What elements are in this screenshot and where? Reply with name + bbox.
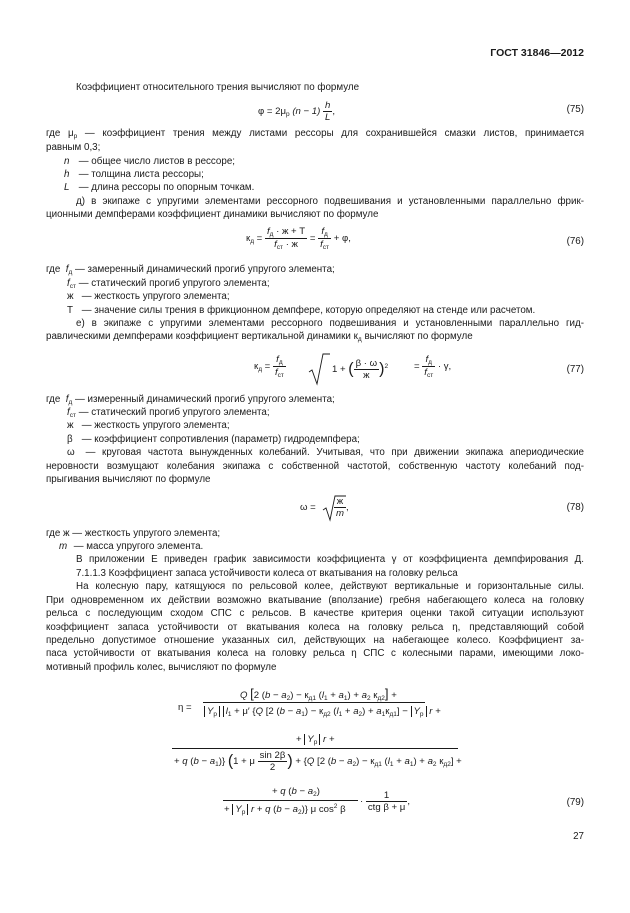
equation-79-denominator-2: + q $(b - a_1)$} (1 + μ $\frac{\sin 2\beta}{2}$ ) + {Q [2 $(b - a_2) - к_{д1}$ $(l_1 + a_1) + a_2$ $к_{д2}$] + <box>174 750 462 773</box>
definition-line: ж — жесткость упругого элемента; <box>67 420 230 431</box>
text-line: В приложении Е приведен график зависимости коэффициента γ от коэффициента демпфирования Д. <box>76 554 584 565</box>
text-line: ционными демпферами коэффициент динамики вычисляют по формуле <box>46 209 379 220</box>
definition-line: ω — круговая частота вынужденных колебаний. Учитывая, что при движении экипажа апериодические <box>67 447 584 458</box>
equation-79-numerator-1: Q [2 $(b - a_2) - к_{д1}$ $(l_1 + a_1) + a_2$ $к_{д2}$] + <box>240 686 397 702</box>
sqrt-sign <box>308 352 330 386</box>
page-number: 27 <box>573 831 584 842</box>
text-line: неровности возмущают колебания экипажа с собственной частотой, собственную частоту колебаний под- <box>46 461 584 472</box>
equation-77: $к_д$ = $\frac{f_д}{f_{ст}}$ <box>254 354 284 379</box>
equation-75: $\varphi = 2\mu_р$ (n − 1) $\frac{h}{L}$ , <box>258 100 336 123</box>
sqrt-content: $\frac{ж}{m}$ , <box>336 496 349 519</box>
fraction-bar <box>203 702 425 703</box>
equation-79-denominator-1: $Y_р$ $l_1 + \mu'$ {Q [2 $(b - a_1) - к_{д2}$ $(l_1 + a_2) + a_1к_{д1}] - Y_р$ r + <box>204 706 441 718</box>
text-line: На колесную пару, катящуюся по рельсовой колее, действуют вертикальные и горизонтальные силы. <box>76 581 584 592</box>
section-heading: 7.1.1.3 Коэффициент запаса устойчивости колеса от вкатывания на головку рельса <box>76 568 458 579</box>
text-line: При одновременном их действии возможно вкатывание (вползание) гребня набегающего колеса на головку <box>46 595 584 606</box>
definition-line: m — масса упругого элемента. <box>59 541 204 552</box>
fraction-bar <box>172 748 458 749</box>
definition-line: $f_{ст}$ — статический прогиб упругого элемента; <box>67 407 270 419</box>
equation-number: (76) <box>566 236 584 247</box>
text-line: е) в экипаже с упругими элементами рессорного подвешивания и установленными параллельно гид- <box>76 318 584 329</box>
definition-line: h — толщина листа рессоры; <box>64 169 204 180</box>
text-line: где $\mu_р$ — коэффициент трения между листами рессоры для сохранившейся смазки листов, принимается <box>46 128 584 140</box>
definition-line: где $f_д$ — замеренный динамический прогиб упругого элемента; <box>46 264 335 276</box>
definition-line: Т — значение силы трения в фрикционном демпфере, которую определяют на стенде или расчетом. <box>67 305 536 316</box>
definition-line: L — длина рессоры по опорным точкам. <box>64 182 255 193</box>
text-line: равным 0,3; <box>46 142 101 153</box>
definition-line: n — общее число листов в рессоре; <box>64 156 235 167</box>
equation-76: $к_д$ = $\frac{f_д \cdot ж + Т}{f_{ст} \cdot ж}$ = $\frac{f_д}{f_{ст}}$ + φ, <box>246 226 351 251</box>
equation-79-factor: · $\frac{1}{\text{ctg β + μ}}$ , <box>360 790 410 813</box>
text-line: рельса с последующим сходом СПС с рельсов. В качестве критерия оценки такой ситуации используют <box>46 608 584 619</box>
equation-78: ω = <box>300 502 316 513</box>
text-line: коэффициент запаса устойчивости от вкатывания колеса на головку рельса η, представляющий собой <box>46 622 584 633</box>
equation-number: (79) <box>566 797 584 808</box>
sqrt-content: 1 + ( $\frac{\beta \cdot \omega}{ж}$ )$^2$ <box>332 358 389 381</box>
text-line: прыгивания вычисляют по формуле <box>46 474 211 485</box>
equation-79-numerator-3: + q $(b - a_2)$ <box>272 786 320 798</box>
text-line: паса устойчивости от вкатывания колеса на головку рельса η СПС с колесными парами, имеющими локо- <box>46 648 584 659</box>
text-line: мотивный профиль колес, вычисляют по формуле <box>46 662 277 673</box>
definition-line: где $f_д$ — измеренный динамический прогиб упругого элемента; <box>46 394 335 406</box>
text-line: Коэффициент относительного трения вычисляют по формуле <box>76 82 360 93</box>
equation-number: (78) <box>566 502 584 513</box>
text-line: равлическими демпферами коэффициент вертикальной динамики $к_д$ вычисляют по формуле <box>46 331 473 343</box>
text-line: д) в экипаже с упругими элементами рессорного подвешивания и установленными параллельно фрик- <box>76 196 584 207</box>
equation-79-eta: η = <box>178 702 192 713</box>
equation-number: (77) <box>566 364 584 375</box>
text-line: предельно допустимое отношение указанных сил, действующих на набегающее колесо. Коэффициент за- <box>46 635 584 646</box>
definition-line: ж — жесткость упругого элемента; <box>67 291 230 302</box>
fraction-bar <box>223 800 358 801</box>
equation-79-denominator-3: + $Y_р$ r + q $(b - a_2)$} μ $\cos^2 \beta$ <box>224 803 346 816</box>
standard-header: ГОСТ 31846—2012 <box>490 47 584 59</box>
equation-79-numerator-2: + $Y_р$ r + <box>296 734 335 746</box>
equation-77-right: = $\frac{f_д}{f_{ст}}$ · γ, <box>414 354 452 379</box>
definition-line: $f_{ст}$ — статический прогиб упругого элемента; <box>67 278 270 290</box>
definition-line: β — коэффициент сопротивления (параметр) гидродемпфера; <box>67 434 360 445</box>
text-line: где ж — жесткость упругого элемента; <box>46 528 221 539</box>
equation-number: (75) <box>566 104 584 115</box>
